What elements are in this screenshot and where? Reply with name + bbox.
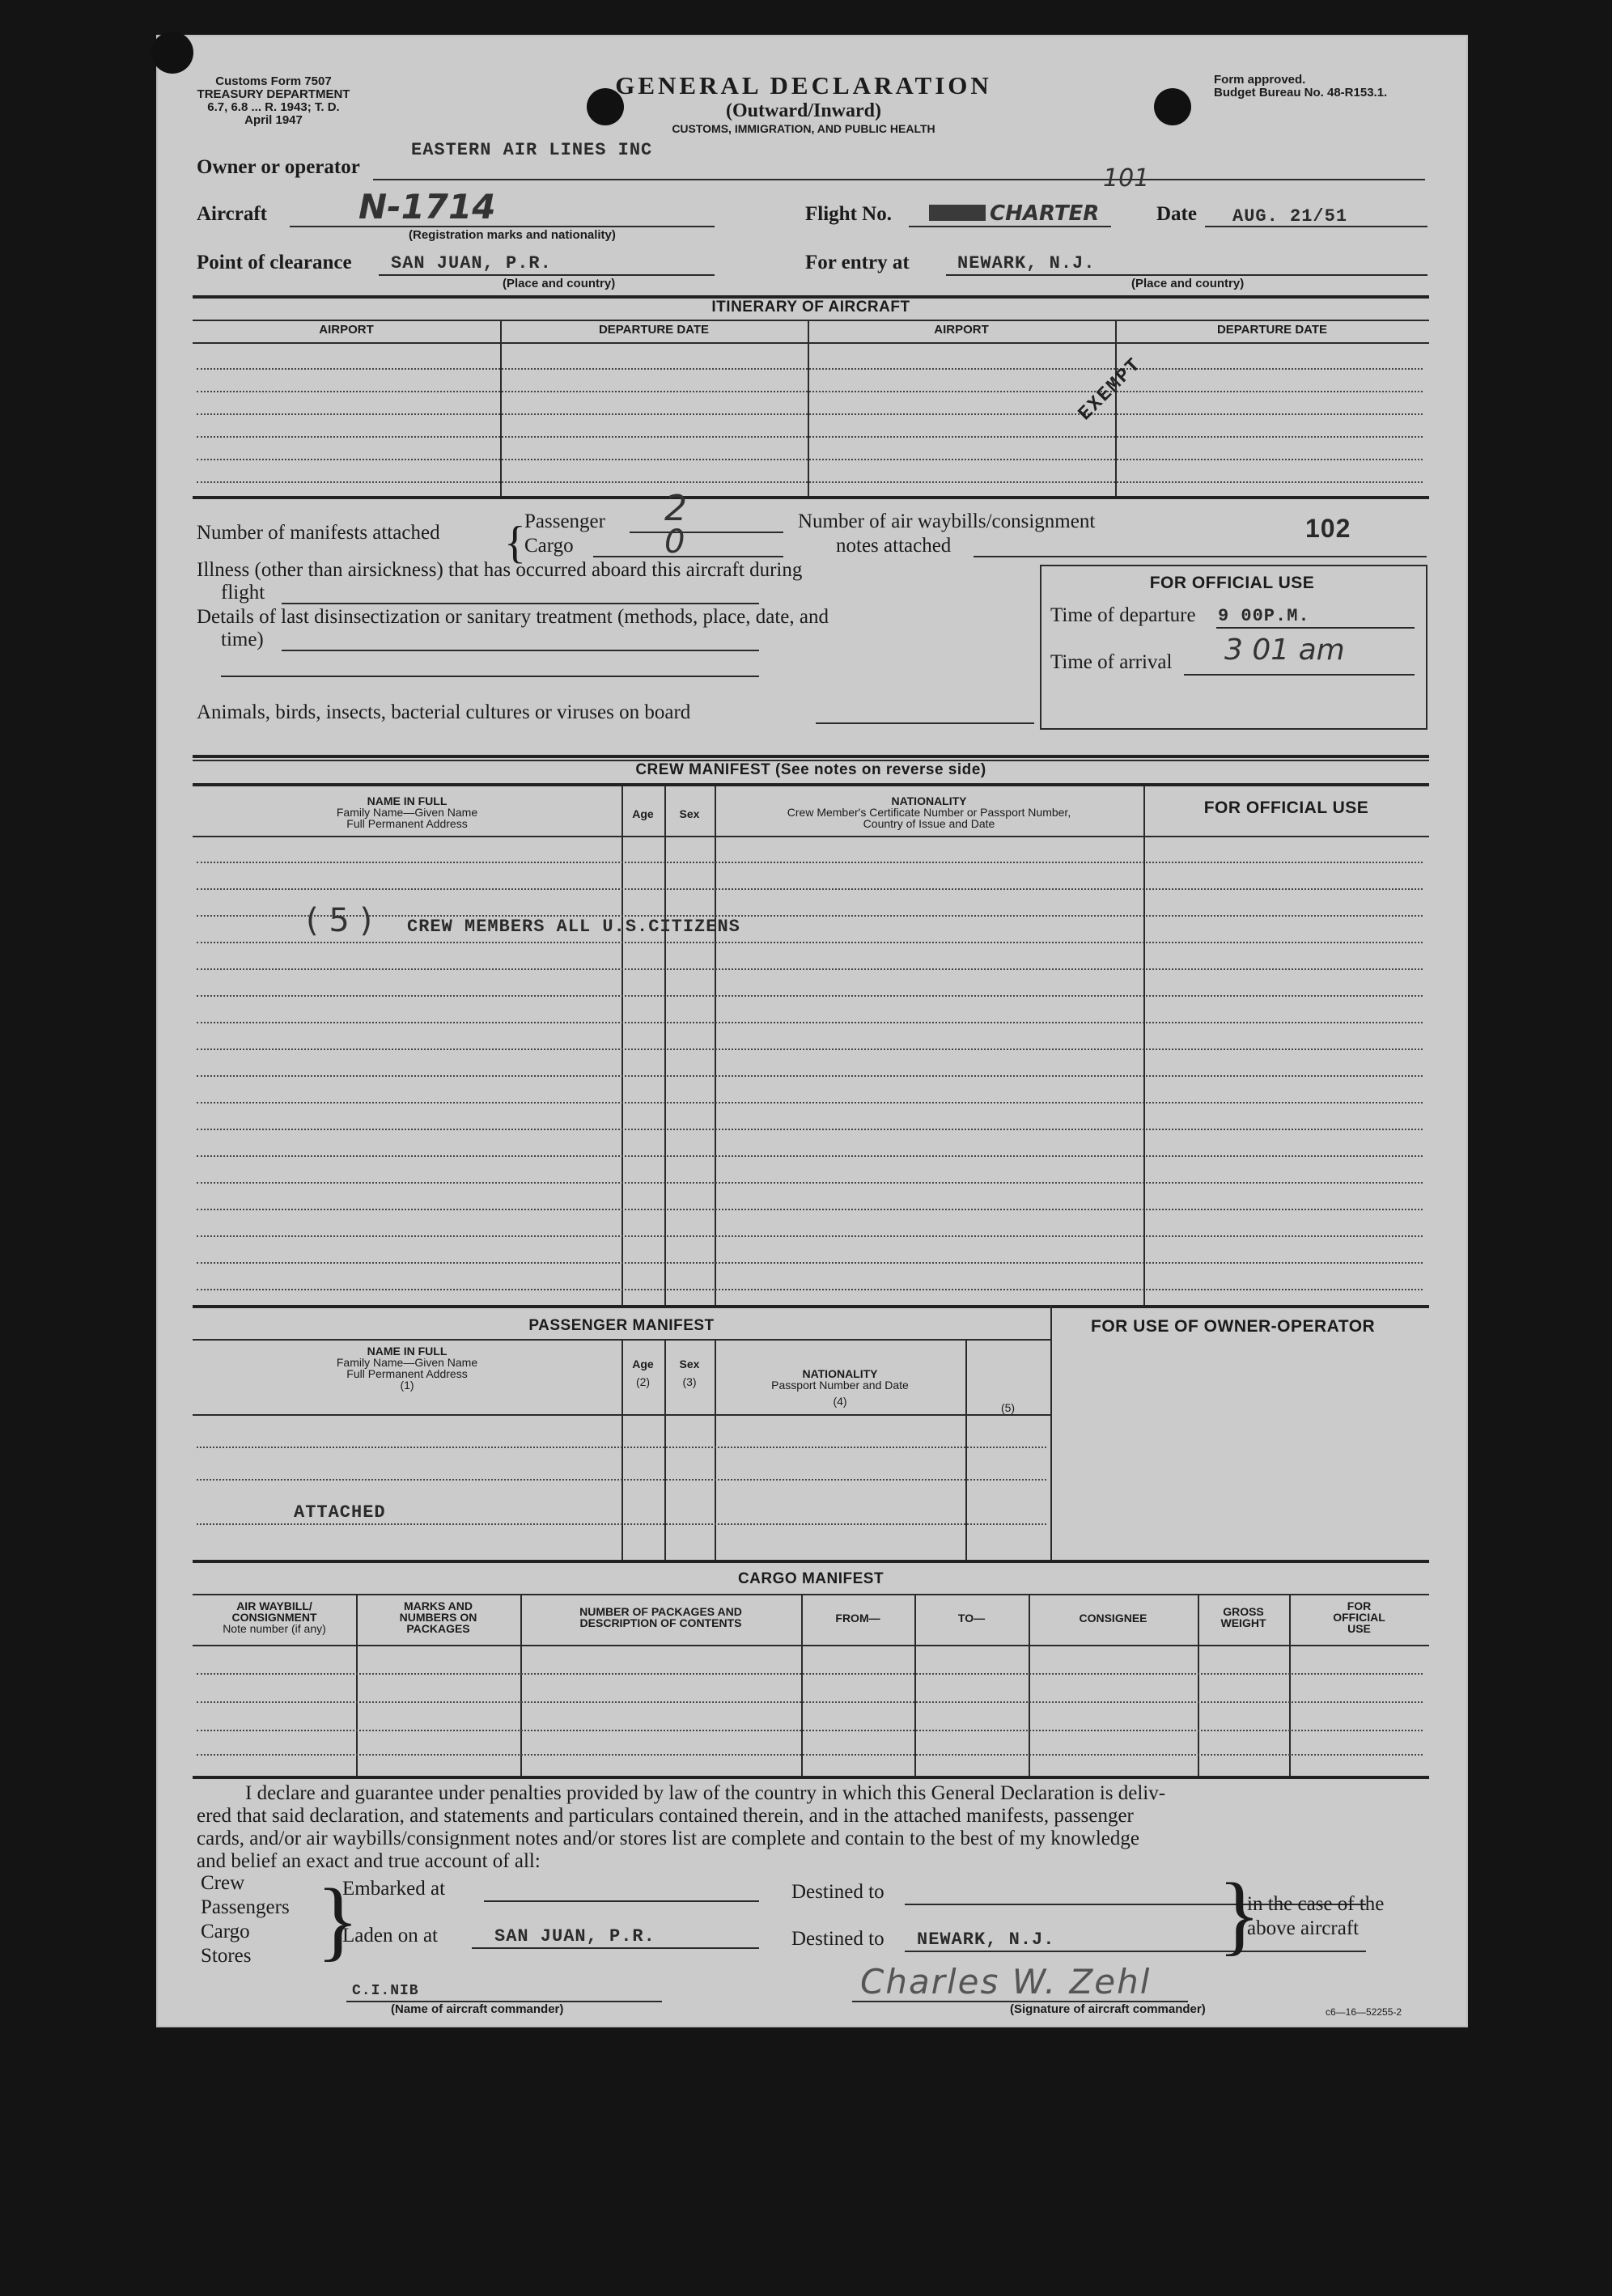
declaration-line-3: cards, and/or air waybills/consignment notes and/or stores list are complete and contain to the best of my knowledge <box>197 1828 1139 1849</box>
crew-col-sex: Sex <box>679 807 700 820</box>
department: TREASURY DEPARTMENT <box>197 87 350 101</box>
form-approved: Form approved. <box>1214 73 1306 87</box>
cargo-col-weight <box>1198 1606 1289 1629</box>
case-line-2: above aircraft <box>1247 1917 1360 1939</box>
commander-signature: Charles W. Zehl <box>860 1962 1152 2002</box>
passenger-col-name-2: Family Name—Given Name <box>336 1356 478 1369</box>
cargo-col-from: FROM— <box>835 1612 880 1625</box>
crew-col-name-1: NAME IN FULL <box>367 794 448 807</box>
destined-label-2: Destined to <box>791 1928 884 1950</box>
animals-label: Animals, birds, insects, bacterial cultures or viruses on board <box>197 701 691 723</box>
arrival-time-label: Time of arrival <box>1050 651 1173 673</box>
passenger-col-name-1: NAME IN FULL <box>367 1345 448 1358</box>
cargo-col-waybill-2: CONSIGNMENT <box>231 1611 317 1624</box>
budget-number: Budget Bureau No. 48-R153.1. <box>1214 86 1388 100</box>
page-subtitle: (Outward/Inward) <box>725 100 881 121</box>
crew-col-age: Age <box>632 807 654 820</box>
declaration-line-2: ered that said declaration, and statements and particulars contained therein, and in the attached manifests, passenger <box>197 1805 1134 1827</box>
case-line-1: in the case of the <box>1247 1893 1385 1915</box>
clearance-value: SAN JUAN, P.R. <box>391 253 552 273</box>
passenger-col-nationality <box>715 1368 965 1407</box>
departure-time-label: Time of departure <box>1050 604 1196 626</box>
flight-label: Flight No. <box>805 203 892 225</box>
itinerary-col-departure: DEPARTURE DATE <box>598 323 710 337</box>
passenger-col-sex <box>664 1358 715 1387</box>
crew-col-nationality <box>715 795 1143 829</box>
cargo-col-waybill <box>193 1600 356 1634</box>
cargo-col-to: TO— <box>957 1612 986 1625</box>
passenger-col-age-n: (2) <box>635 1375 651 1388</box>
aircraft-caption: (Registration marks and nationality) <box>409 228 616 242</box>
category-stores: Stores <box>201 1945 252 1967</box>
punch-hole <box>151 32 193 74</box>
itinerary-col-departure-2: DEPARTURE DATE <box>1216 323 1328 337</box>
disinsect-label-2: time) <box>221 629 264 650</box>
cargo-col-official-2: OFFICIAL <box>1333 1611 1385 1624</box>
waybills-label: Number of air waybills/consignment <box>798 510 1096 532</box>
declaration-line-4: and belief an exact and true account of all: <box>197 1850 541 1872</box>
official-use-title: FOR OFFICIAL USE <box>1149 574 1315 592</box>
crew-col-name-3: Full Permanent Address <box>346 817 468 830</box>
aircraft-label: Aircraft <box>197 203 267 225</box>
cargo-col-official-3: USE <box>1347 1622 1371 1635</box>
itinerary-title: ITINERARY OF AIRCRAFT <box>711 299 910 316</box>
passenger-col-5: (5) <box>1000 1401 1016 1414</box>
page-title: GENERAL DECLARATION <box>615 71 992 100</box>
destined-label: Destined to <box>791 1881 884 1903</box>
punch-hole <box>1154 88 1191 125</box>
aircraft-value: N-1714 <box>358 187 496 227</box>
cargo-col-waybill-3: Note number (if any) <box>223 1622 326 1635</box>
exempt-stamp: EXEMPT <box>1074 354 1147 426</box>
passenger-col-age-1: Age <box>632 1358 654 1370</box>
itinerary-col-airport: AIRPORT <box>319 323 374 337</box>
case-text <box>1247 1892 1384 1941</box>
passenger-entry: ATTACHED <box>294 1502 386 1523</box>
clearance-caption: (Place and country) <box>503 277 616 290</box>
category-cargo: Cargo <box>201 1921 250 1942</box>
laden-value: SAN JUAN, P.R. <box>494 1926 655 1947</box>
print-code: c6—16—52255-2 <box>1326 2006 1402 2018</box>
passenger-col-name-3: Full Permanent Address <box>346 1367 468 1380</box>
cargo-col-weight-1: GROSS <box>1223 1605 1264 1618</box>
page-subtitle-2: CUSTOMS, IMMIGRATION, AND PUBLIC HEALTH <box>672 122 935 135</box>
clearance-label: Point of clearance <box>197 252 352 273</box>
arrival-time-value: 3 01 am <box>1224 633 1345 667</box>
flight-value: CHARTER <box>990 201 1100 226</box>
disinsect-label: Details of last disinsectization or sanitary treatment (methods, place, date, and <box>197 606 829 628</box>
cargo-col-packages-2: DESCRIPTION OF CONTENTS <box>579 1616 742 1629</box>
passenger-col-name <box>193 1345 621 1391</box>
brace-left: } <box>316 1870 359 1969</box>
crew-title: CREW MANIFEST (See notes on reverse side) <box>635 761 986 778</box>
declaration-line-1: I declare and guarantee under penalties provided by law of the country in which this General Declaration is deliv- <box>245 1782 1166 1804</box>
declaration-form <box>156 35 1468 2027</box>
category-passengers: Passengers <box>201 1896 290 1918</box>
passenger-col-sex-1: Sex <box>679 1358 700 1370</box>
passenger-col-sex-n: (3) <box>682 1375 697 1388</box>
passenger-label: Passenger <box>524 510 605 532</box>
commander-name: C.I.NIB <box>352 1983 419 1999</box>
regulations: 6.7, 6.8 ... R. 1943; T. D. <box>207 100 340 114</box>
itinerary-col-airport-2: AIRPORT <box>934 323 989 337</box>
cargo-col-marks-1: MARKS AND <box>403 1599 473 1612</box>
illness-label: Illness (other than airsickness) that has occurred aboard this aircraft during <box>197 559 803 581</box>
passenger-title: PASSENGER MANIFEST <box>528 1317 715 1334</box>
departure-time-value: 9 00P.M. <box>1218 606 1310 626</box>
brace: { <box>504 518 526 568</box>
cargo-col-waybill-1: AIR WAYBILL/ <box>236 1599 312 1612</box>
cargo-col-marks-2: NUMBERS ON <box>399 1611 477 1624</box>
cargo-col-marks <box>356 1600 520 1634</box>
crew-col-name <box>193 795 621 829</box>
passenger-col-nat-1: NATIONALITY <box>802 1367 878 1380</box>
crew-entry: CREW MEMBERS ALL U.S.CITIZENS <box>407 917 740 937</box>
embarked-label: Embarked at <box>342 1878 446 1900</box>
destined-value: NEWARK, N.J. <box>917 1930 1055 1950</box>
passenger-col-nat-n: (4) <box>833 1395 847 1408</box>
laden-label: Laden on at <box>342 1925 439 1947</box>
approval-block <box>1214 74 1457 100</box>
commander-caption: (Name of aircraft commander) <box>391 2002 564 2016</box>
redaction-mark <box>929 205 986 221</box>
owner-operator-use: FOR USE OF OWNER-OPERATOR <box>1091 1317 1376 1336</box>
declaration-text <box>197 1782 1435 1873</box>
declaration-categories <box>201 1871 290 1968</box>
cargo-label: Cargo <box>524 535 574 557</box>
cargo-title: CARGO MANIFEST <box>737 1570 884 1587</box>
form-number: Customs Form 7507 <box>215 74 332 88</box>
crew-col-name-2: Family Name—Given Name <box>336 806 478 819</box>
passenger-col-name-n: (1) <box>400 1379 414 1392</box>
crew-col-official: FOR OFFICIAL USE <box>1203 799 1369 817</box>
date-label: Date <box>1156 203 1197 225</box>
crew-count-handwritten: ( 5 ) <box>306 902 373 939</box>
waybills-label-2: notes attached <box>836 535 952 557</box>
signature-caption: (Signature of aircraft commander) <box>1010 2002 1206 2016</box>
flight-number-handwritten: 101 <box>1103 164 1150 193</box>
cargo-col-weight-2: WEIGHT <box>1220 1616 1266 1629</box>
entry-label: For entry at <box>805 252 910 273</box>
cargo-col-official-1: FOR <box>1347 1599 1372 1612</box>
form-id-block <box>189 75 358 127</box>
date-value: AUG. 21/51 <box>1232 206 1348 227</box>
crew-col-nat-2: Crew Member's Certificate Number or Passport Number, <box>787 806 1071 819</box>
cargo-col-packages-1: NUMBER OF PACKAGES AND <box>579 1605 742 1618</box>
cargo-col-consignee: CONSIGNEE <box>1079 1612 1147 1625</box>
crew-col-nat-1: NATIONALITY <box>891 794 967 807</box>
cargo-count: 0 <box>664 523 685 561</box>
form-header <box>561 71 1046 135</box>
cargo-col-official <box>1289 1600 1429 1634</box>
form-date: April 1947 <box>244 113 303 127</box>
passenger-col-age <box>621 1358 664 1387</box>
passenger-count: 2 <box>664 488 687 529</box>
cargo-col-marks-3: PACKAGES <box>406 1622 470 1635</box>
owner-value: EASTERN AIR LINES INC <box>411 140 653 160</box>
category-crew: Crew <box>201 1872 245 1894</box>
manifests-label: Number of manifests attached <box>197 522 440 544</box>
brace-right: } <box>1218 1865 1261 1963</box>
entry-caption: (Place and country) <box>1131 277 1245 290</box>
waybills-count: 102 <box>1305 514 1351 543</box>
owner-label: Owner or operator <box>197 156 360 178</box>
cargo-col-packages <box>520 1606 801 1629</box>
crew-col-nat-3: Country of Issue and Date <box>863 817 995 830</box>
entry-value: NEWARK, N.J. <box>957 253 1096 273</box>
illness-label-2: flight <box>221 582 265 604</box>
passenger-col-nat-2: Passport Number and Date <box>771 1379 909 1392</box>
